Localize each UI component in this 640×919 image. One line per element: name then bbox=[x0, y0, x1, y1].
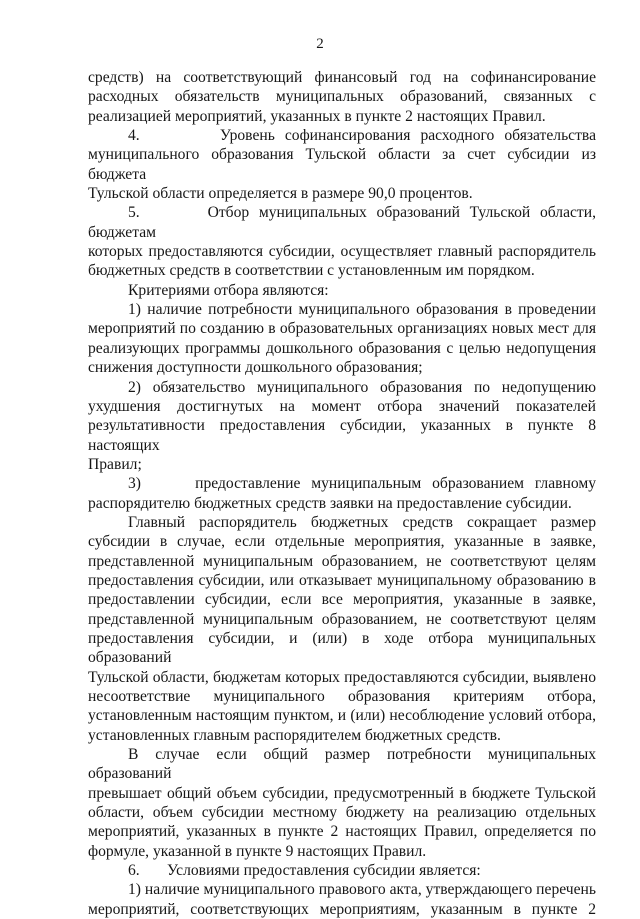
text-line: Критериями отбора являются: bbox=[128, 281, 329, 299]
text-line: субсидии в случае, если отдельные мероприятия, указанные в заявке, bbox=[88, 533, 596, 551]
paragraph bbox=[88, 474, 596, 513]
text-line: бюджетных средств в соответствии с установленным им порядком. bbox=[88, 262, 535, 280]
text-line: ухудшения достигнутых на момент отбора значений показателей bbox=[88, 397, 596, 415]
text-line: снижения доступности дошкольного образования; bbox=[88, 359, 423, 377]
text-line: предоставления субсидии, и (или) в ходе отбора муниципальных образований bbox=[88, 629, 596, 667]
text-line: 3) предоставление муниципальным образованием главному bbox=[128, 475, 596, 493]
paragraph bbox=[88, 378, 596, 475]
text-line: предоставлении субсидии, если все мероприятия, указанные в заявке, bbox=[88, 591, 596, 609]
text-line: мероприятий, указанных в пункте 2 настоящих Правил, определяется по bbox=[88, 823, 596, 841]
paragraph bbox=[88, 126, 596, 203]
text-line: 4. Уровень софинансирования расходного обязательства bbox=[128, 127, 596, 145]
text-line: представленной муниципальным образованием, не соответствуют целям bbox=[88, 610, 596, 628]
paragraph bbox=[88, 68, 596, 126]
paragraph bbox=[88, 203, 596, 280]
text-line: которых предоставляются субсидии, осуществляет главный распорядитель bbox=[88, 243, 596, 261]
text-line: формуле, указанной в пункте 9 настоящих Правил. bbox=[88, 842, 427, 860]
paragraph bbox=[88, 861, 596, 880]
text-line: 1) наличие потребности муниципального образования в проведении bbox=[128, 301, 596, 319]
paragraph bbox=[88, 300, 596, 377]
text-line: Тульской области, бюджетам которых предоставляются субсидии, выявлено bbox=[88, 668, 596, 686]
text-line: Главный распорядитель бюджетных средств сокращает размер bbox=[128, 513, 596, 531]
text-line: Правил; bbox=[88, 455, 142, 473]
text-line: расходных обязательств муниципальных образований, связанных с bbox=[88, 88, 596, 106]
text-line: превышает общий объем субсидии, предусмотренный в бюджете Тульской bbox=[88, 784, 596, 802]
page-number: 2 bbox=[316, 36, 324, 52]
text-line: реализацией мероприятий, указанных в пункте 2 настоящих Правил. bbox=[88, 107, 546, 125]
text-line: мероприятий по созданию в образовательных организациях новых мест для bbox=[88, 320, 596, 338]
text-line: 5. Отбор муниципальных образований Тульской области, бюджетам bbox=[88, 204, 596, 241]
document-body bbox=[88, 68, 596, 919]
text-line: реализующих программы дошкольного образования с целью недопущения bbox=[88, 339, 596, 357]
text-line: установленных главным распорядителем бюджетных средств. bbox=[88, 726, 501, 744]
paragraph bbox=[88, 281, 596, 300]
text-line: результативности предоставления субсидии, указанных в пункте 8 настоящих bbox=[88, 417, 596, 454]
paragraph bbox=[88, 880, 596, 919]
paragraph bbox=[88, 513, 596, 745]
text-line: 2) обязательство муниципального образования по недопущению bbox=[128, 378, 596, 396]
text-line: муниципального образования Тульской области за счет субсидии из бюджета bbox=[88, 146, 596, 183]
text-line: мероприятий, соответствующих мероприятиям, указанным в пункте 2 bbox=[88, 900, 596, 918]
text-line: 6. Условиями предоставления субсидии является: bbox=[128, 862, 481, 880]
paragraph bbox=[88, 745, 596, 861]
text-line: установленным настоящим пунктом, и (или) несоблюдение условий отбора, bbox=[88, 707, 596, 725]
text-line: несоответствие муниципального образования критериям отбора, bbox=[88, 688, 596, 705]
text-line: распорядителю бюджетных средств заявки на предоставление субсидии. bbox=[88, 494, 572, 512]
text-line: Тульской области определяется в размере 90,0 процентов. bbox=[88, 185, 473, 203]
text-line: области, объем субсидии местному бюджету на реализацию отдельных bbox=[88, 804, 596, 822]
text-line: средств) на соответствующий финансовый год на софинансирование bbox=[88, 69, 596, 86]
text-line: 1) наличие муниципального правового акта, утверждающего перечень bbox=[128, 881, 596, 899]
text-line: предоставления субсидии, или отказывает муниципальному образованию в bbox=[88, 571, 596, 589]
text-line: В случае если общий размер потребности муниципальных образований bbox=[88, 746, 596, 783]
text-line: представленной муниципальным образованием, не соответствуют целям bbox=[88, 552, 596, 570]
